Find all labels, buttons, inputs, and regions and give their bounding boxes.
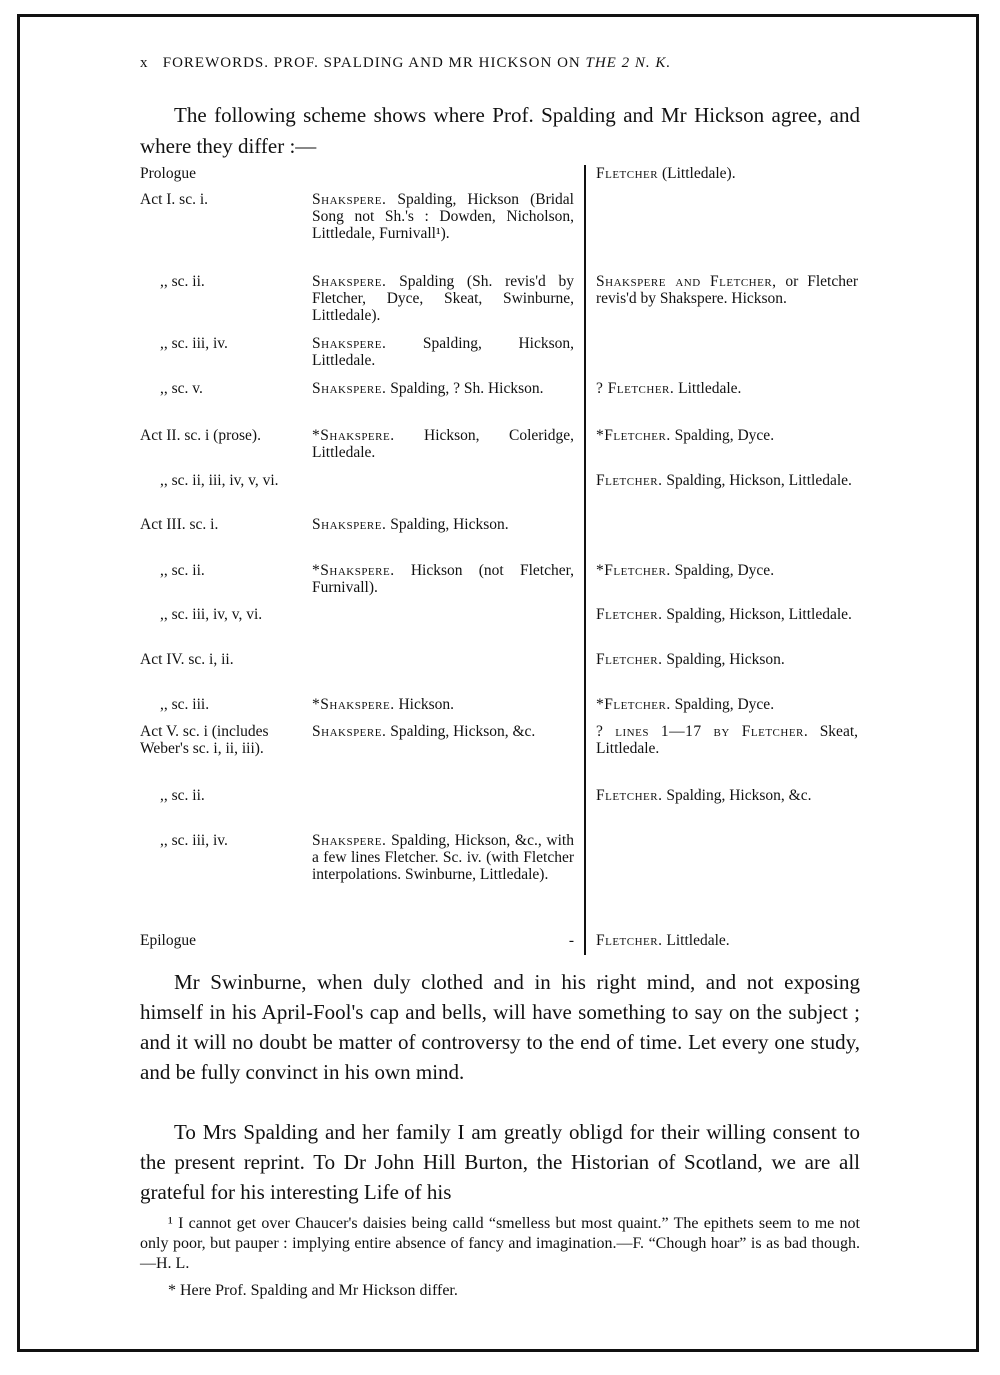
scene-label: Act I. sc. i.	[140, 191, 209, 208]
scene-label: Act II. sc. i (prose).	[140, 427, 261, 444]
shakspere-cell: Shakspere. Spalding, ? Sh. Hickson.	[312, 380, 544, 397]
scene-label: Act III. sc. i.	[140, 516, 219, 533]
scene-label: ,, sc. iii.	[160, 696, 210, 713]
fletcher-cell: Fletcher (Littledale).	[596, 165, 736, 182]
column-divider	[584, 165, 586, 955]
fletcher-cell: Fletcher. Spalding, Hickson, &c.	[596, 787, 812, 804]
scene-label: ,, sc. iii, iv.	[160, 832, 228, 849]
fletcher-cell: ? lines 1—17 by Fletcher. Skeat, Littledale.	[596, 723, 858, 757]
fletcher-cell: Fletcher. Spalding, Hickson.	[596, 651, 785, 668]
fletcher-cell: *Fletcher. Spalding, Dyce.	[596, 562, 775, 579]
fletcher-cell: Fletcher. Littledale.	[596, 932, 730, 949]
scene-label: Act V. sc. i (includes Weber's sc. i, ii, iii).	[140, 723, 269, 757]
body-paragraph-acknowledgements: To Mrs Spalding and her family I am greatly obligd for their willing consent to the present reprint. To Dr John Hill Burton, the Historian of Scotland, we are all grateful for his interesting Life of his	[140, 1120, 860, 1204]
scene-label: Epilogue	[140, 932, 196, 949]
scene-label: ,, sc. iii, iv, v, vi.	[160, 606, 263, 623]
header-text: FOREWORDS. PROF. SPALDING AND MR HICKSON ON	[162, 55, 581, 71]
fletcher-cell: ? Fletcher. Littledale.	[596, 380, 742, 397]
shakspere-cell: Shakspere. Spalding, Hickson (Bridal Song not Sh.'s : Dowden, Nicholson, Littledale, Furnivall¹).	[312, 191, 574, 242]
intro-paragraph: The following scheme shows where Prof. Spalding and Mr Hickson agree, and where they differ :—	[140, 103, 860, 158]
shakspere-cell: Shakspere. Spalding, Hickson, &c.	[312, 723, 536, 740]
fletcher-cell: Fletcher. Spalding, Hickson, Littledale.	[596, 472, 852, 489]
fletcher-cell: Shakspere and Fletcher, or Fletcher revis'd by Shakspere. Hickson.	[596, 273, 858, 307]
shakspere-cell: *Shakspere. Hickson.	[312, 696, 455, 713]
scene-label: Act IV. sc. i, ii.	[140, 651, 234, 668]
scene-label: ,, sc. iii, iv.	[160, 335, 228, 352]
scene-label: ,, sc. ii, iii, iv, v, vi.	[160, 472, 279, 489]
footnote-star: * Here Prof. Spalding and Mr Hickson differ.	[168, 1282, 458, 1299]
body-paragraph-swinburne: Mr Swinburne, when duly clothed and in his right mind, and not exposing himself in his April-Fool's cap and bells, will have something to say on the subject ; and it will no doubt be matter of controversy to the end of time. Let every one study, and be fully convinct in his own mind.	[140, 970, 860, 1084]
scene-label: ,, sc. ii.	[160, 787, 205, 804]
shakspere-cell: Shakspere. Spalding, Hickson, Littledale.	[312, 335, 574, 369]
page-number-roman: x	[140, 55, 149, 71]
fletcher-cell: *Fletcher. Spalding, Dyce.	[596, 696, 775, 713]
scene-label: ,, sc. v.	[160, 380, 203, 397]
header-title-italic: THE 2 N. K.	[585, 55, 672, 71]
shakspere-cell: *Shakspere. Hickson, Coleridge, Littledale.	[312, 427, 574, 461]
shakspere-cell: Shakspere. Spalding (Sh. revis'd by Fletcher, Dyce, Skeat, Swinburne, Littledale).	[312, 273, 574, 324]
fletcher-cell: Fletcher. Spalding, Hickson, Littledale.	[596, 606, 852, 623]
fletcher-cell: *Fletcher. Spalding, Dyce.	[596, 427, 775, 444]
shakspere-cell: *Shakspere. Hickson (not Fletcher, Furnivall).	[312, 562, 574, 596]
scene-label: ,, sc. ii.	[160, 562, 205, 579]
footnote-1: ¹ I cannot get over Chaucer's daisies being calld “smelless but most quaint.” The epithets seem to me not only poor, but pauper : implying entire absence of fancy and imagination.—F. “Chough hoar” is as bad though.—H. L.	[140, 1215, 860, 1272]
running-header	[140, 55, 860, 72]
scene-label: ,, sc. ii.	[160, 273, 205, 290]
shakspere-cell: Shakspere. Spalding, Hickson.	[312, 516, 509, 533]
scene-label: Prologue	[140, 165, 196, 182]
shakspere-cell: Shakspere. Spalding, Hickson, &c., with a few lines Fletcher. Sc. iv. (with Fletcher interpolations. Swinburne, Littledale).	[312, 832, 574, 883]
shakspere-cell: -	[568, 932, 574, 949]
